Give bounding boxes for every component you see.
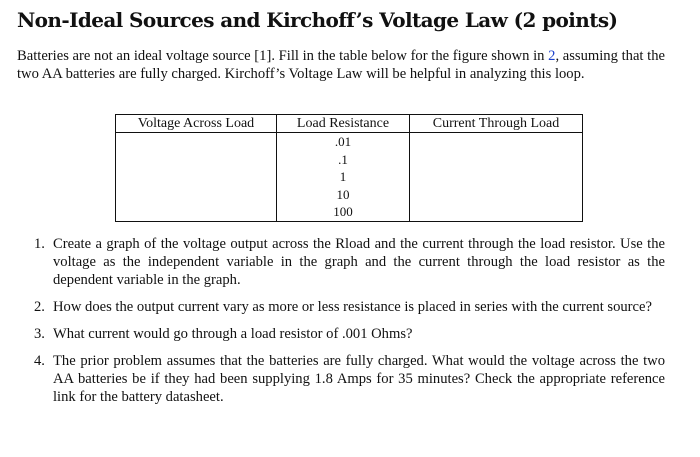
question-item [17, 235, 665, 289]
voltage-cell [116, 133, 277, 151]
table-row [116, 186, 583, 204]
question-list [17, 235, 665, 406]
question-text: Create a graph of the voltage output across the Rload and the current through the load resistor. Use the voltage as the independent variable in the graph and the current through the load resistor as the dependent variable in the graph. [53, 236, 665, 288]
section-title: Non-Ideal Sources and Kirchoff’s Voltage Law (2 points) [17, 8, 618, 32]
question-number: 3. [34, 326, 45, 342]
current-cell [410, 203, 583, 221]
table-row [116, 151, 583, 169]
load-resistance-cell: .01 [277, 133, 410, 151]
current-cell [410, 186, 583, 204]
intro-text-after: , assuming that the two AA batteries are fully charged. Kirchoff’s Voltage Law will be helpful in analyzing this loop. [17, 48, 665, 82]
question-number: 4. [34, 353, 45, 369]
voltage-cell [116, 186, 277, 204]
load-resistance-cell: 100 [277, 203, 410, 221]
table-header-row [116, 115, 583, 133]
load-resistance-cell: 1 [277, 168, 410, 186]
question-number: 2. [34, 299, 45, 315]
intro-paragraph [17, 47, 665, 83]
table-row [116, 168, 583, 186]
figure-reference-link[interactable]: 2 [548, 48, 556, 64]
question-text: What current would go through a load resistor of .001 Ohms? [53, 326, 413, 342]
voltage-cell [116, 203, 277, 221]
question-text: How does the output current vary as more or less resistance is placed in series with the current source? [53, 299, 652, 315]
question-text: The prior problem assumes that the batteries are fully charged. What would the voltage across the two AA batteries be if they had been supplying 1.8 Amps for 35 minutes? Check the appropriate reference link for the battery datasheet. [53, 353, 665, 405]
header-current-through-load: Current Through Load [410, 115, 583, 133]
header-load-resistance: Load Resistance [277, 115, 410, 133]
question-item [17, 352, 665, 406]
measurement-table [115, 114, 583, 222]
current-cell [410, 168, 583, 186]
question-item [17, 298, 665, 316]
question-item [17, 325, 665, 343]
load-resistance-cell: .1 [277, 151, 410, 169]
load-resistance-cell: 10 [277, 186, 410, 204]
table-row [116, 133, 583, 151]
header-voltage-across-load: Voltage Across Load [116, 115, 277, 133]
voltage-cell [116, 151, 277, 169]
voltage-cell [116, 168, 277, 186]
current-cell [410, 133, 583, 151]
question-number: 1. [34, 236, 45, 252]
table-row [116, 203, 583, 221]
intro-text-before: Batteries are not an ideal voltage source [1]. Fill in the table below for the figure shown in [17, 48, 549, 64]
current-cell [410, 151, 583, 169]
